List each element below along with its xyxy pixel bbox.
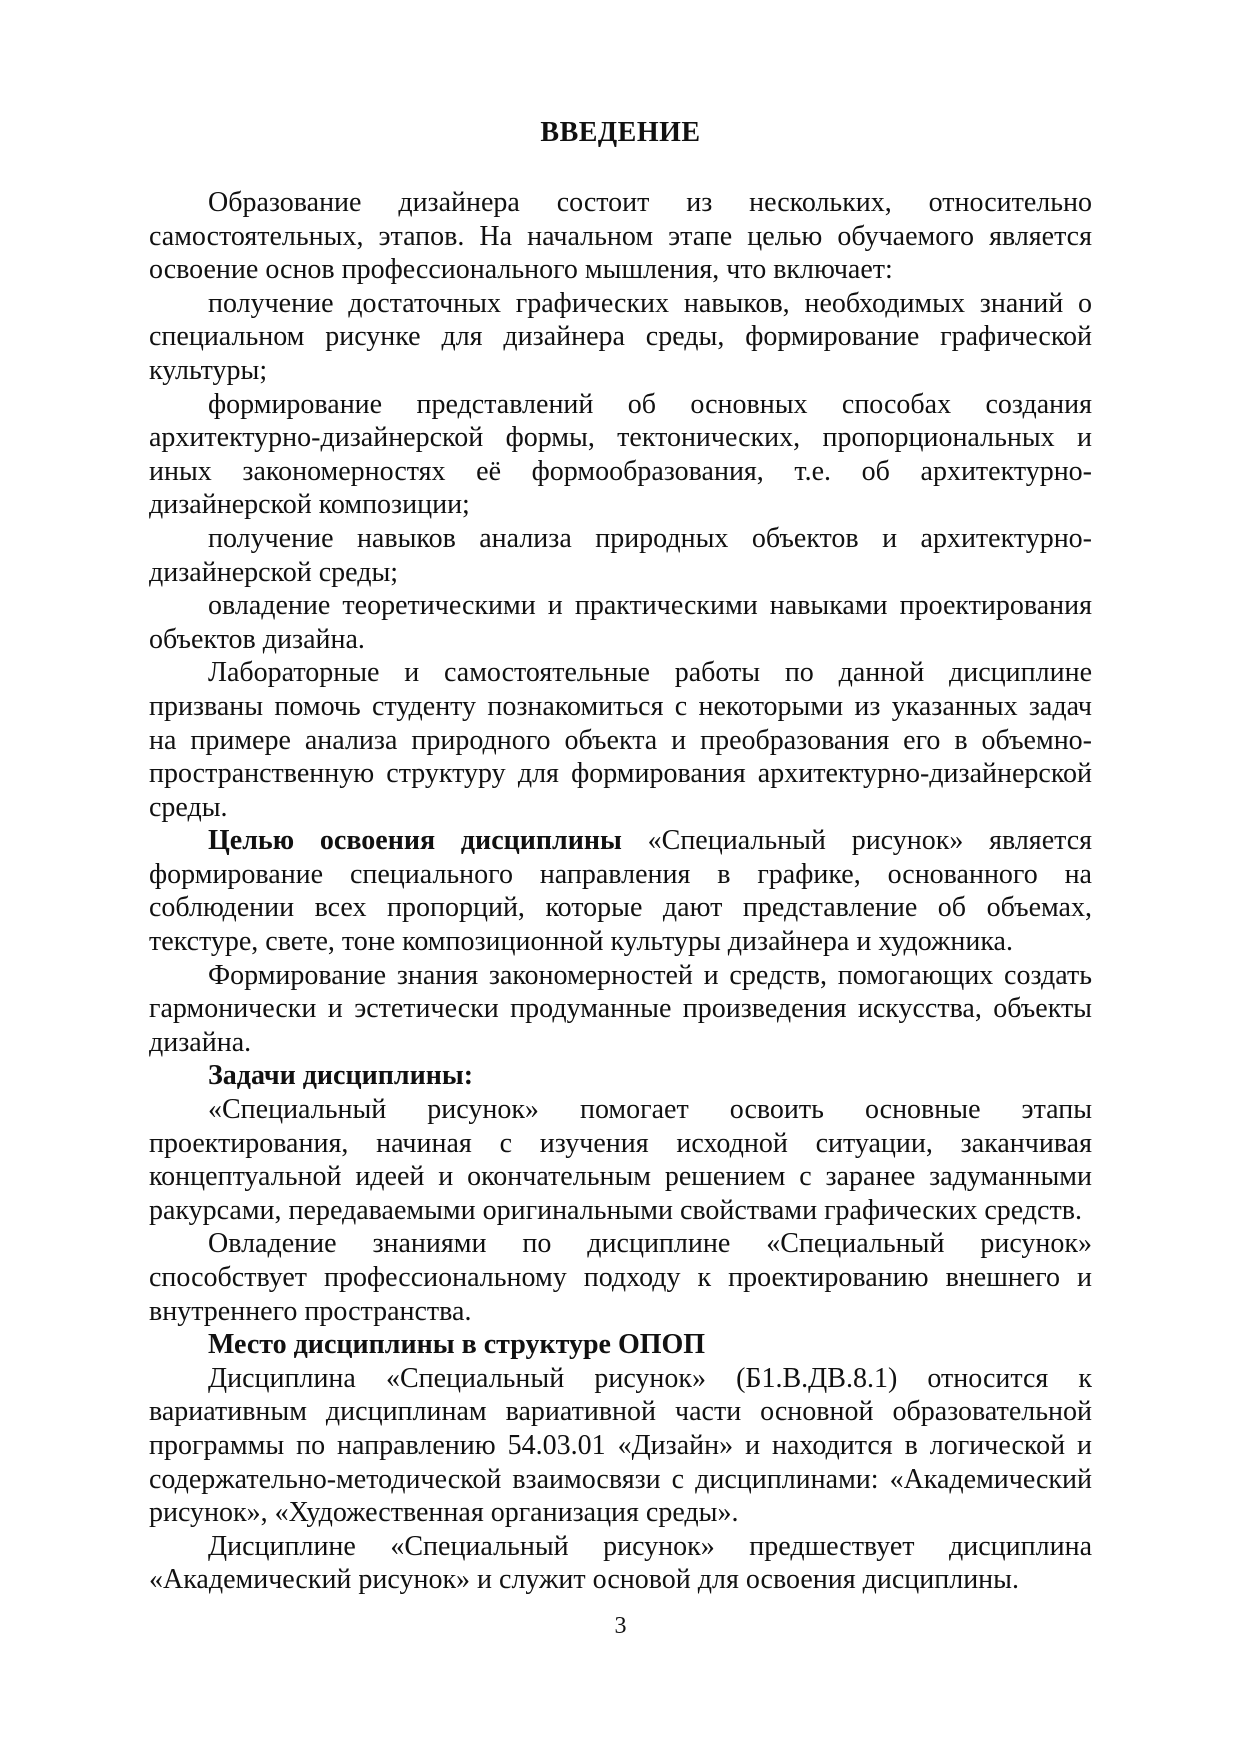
section-heading-place: Место дисциплины в структуре ОПОП — [208, 1329, 706, 1361]
goal-lead-bold: Целью освоения дисциплины — [208, 825, 622, 857]
paragraph-mastery: Овладение знаниями по дисциплине «Специальный рисунок» способствует профессиональному подходу к проектированию внешнего и внутреннего пространства. — [149, 1228, 1092, 1327]
paragraph-list-item: получение навыков анализа природных объектов и архитектурно-дизайнерской среды; — [149, 522, 1092, 588]
document-body — [149, 186, 1092, 1597]
paragraph-intro: Образование дизайнера состоит из нескольких, относительно самостоятельных, этапов. На начальном этапе целью обучаемого является освоение основ профессионального мышления, что включает: — [149, 187, 1092, 286]
paragraph-labs: Лабораторные и самостоятельные работы по данной дисциплине призваны помочь студенту познакомиться с некоторыми из указанных задач на примере анализа природного объекта и преобразования его в объемно-пространственную структуру для формирования архитектурно-дизайнерской среды. — [149, 657, 1092, 823]
paragraph-precedes: Дисциплине «Специальный рисунок» предшествует дисциплина «Академический рисунок» и служит основой для освоения дисциплины. — [149, 1530, 1092, 1596]
paragraph-place: Дисциплина «Специальный рисунок» (Б1.В.ДВ.8.1) относится к вариативным дисциплинам вариативной части основной образовательной программы по направлению 54.03.01 «Дизайн» и находится в логической и содержательно-методической взаимосвязи с дисциплинами: «Академический рисунок», «Художественная организация среды». — [149, 1362, 1092, 1529]
page-number: 3 — [614, 1613, 627, 1639]
page-title: ВВЕДЕНИЕ — [540, 117, 701, 148]
paragraph-list-item: формирование представлений об основных способах создания архитектурно-дизайнерской формы, тектонических, пропорциональных и иных закономерностях её формообразования, т.е. об архитектурно-дизайнерской композиции; — [149, 388, 1092, 521]
paragraph-formation: Формирование знания закономерностей и средств, помогающих создать гармонически и эстетически продуманные произведения искусства, объекты дизайна. — [149, 959, 1092, 1058]
goal-text: «Специальный рисунок» является формирование специального направления в графике, основанного на соблюдении всех пропорций, которые дают представление об объемах, текстуре, свете, тоне композиционной культуры дизайнера и художника. — [149, 825, 1093, 958]
paragraph-list-item: овладение теоретическими и практическими навыками проектирования объектов дизайна. — [149, 590, 1092, 655]
paragraph-goal — [149, 824, 1092, 958]
paragraph-list-item: получение достаточных графических навыков, необходимых знаний о специальном рисунке для дизайнера среды, формирование графической культуры; — [149, 287, 1092, 386]
paragraph-tasks: «Специальный рисунок» помогает освоить основные этапы проектирования, начиная с изучения исходной ситуации, заканчивая концептуальной идеей и окончательным решением с заранее задуманными ракурсами, передаваемыми оригинальными свойствами графических средств. — [149, 1094, 1092, 1226]
section-heading-tasks: Задачи дисциплины: — [208, 1060, 474, 1092]
